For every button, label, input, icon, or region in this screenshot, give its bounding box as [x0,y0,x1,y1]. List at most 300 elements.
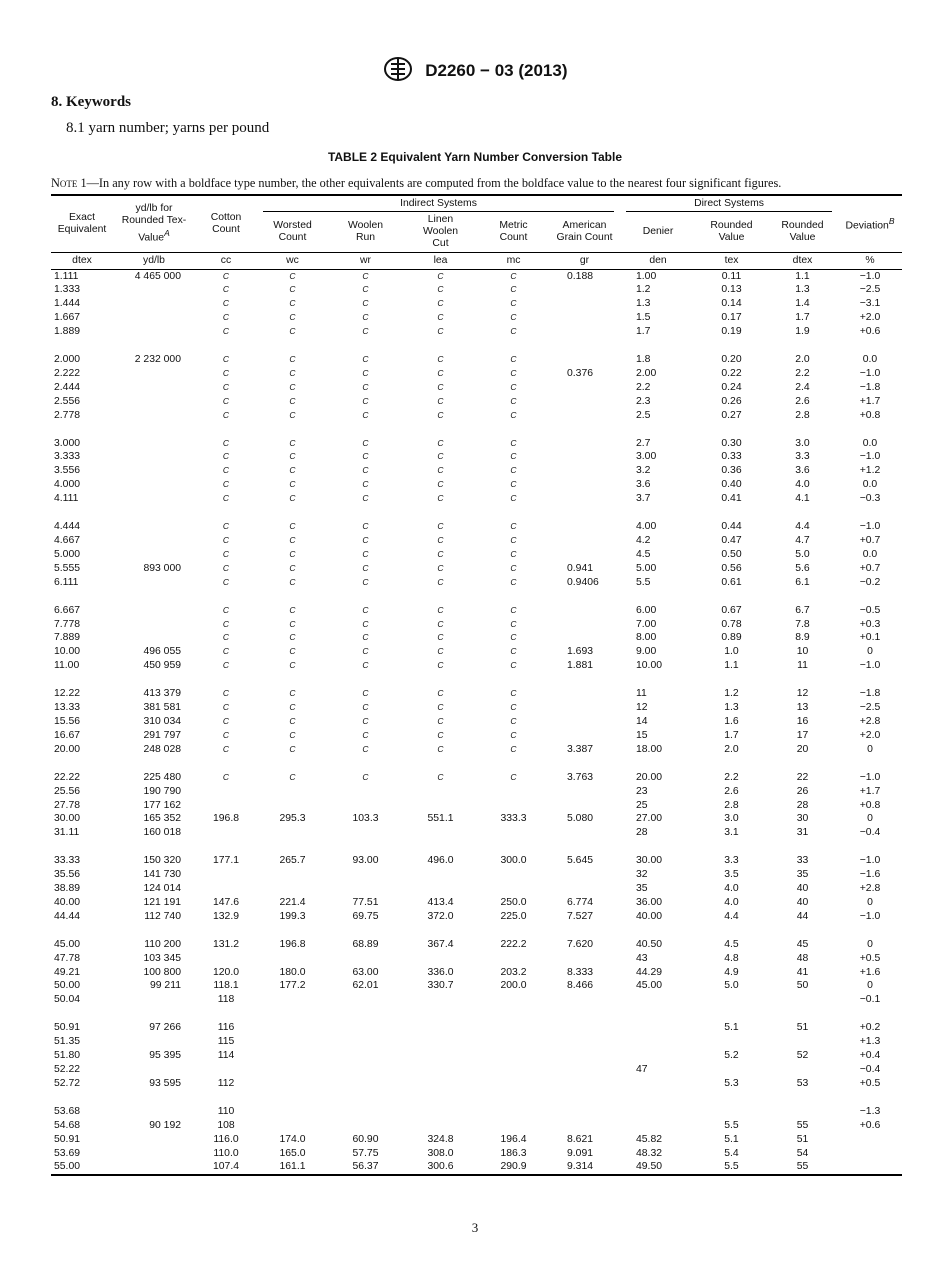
table-cell [113,464,195,478]
table-cell: 108 [217,1119,235,1131]
table-cell: C [437,660,444,671]
table-cell: 44.29 [636,966,663,978]
table-cell: 12 [796,688,809,700]
unit-cell: yd/lb [113,252,195,269]
table-cell: 118 [217,994,235,1006]
table-cell [403,882,478,896]
table-cell: 300.6 [403,1160,478,1175]
table-cell: C [289,729,296,740]
table-cell: C [437,702,444,713]
table-cell: 2.0 [724,743,739,755]
table-cell [257,1119,328,1133]
table-cell: 0.13 [721,284,742,296]
table-cell: C [437,270,444,281]
table-cell [113,283,195,297]
group-spacer [51,339,902,353]
table-cell: 12 [636,702,648,714]
table-cell: C [222,743,230,754]
table-cell: 50.91 [54,1022,81,1034]
table-cell [403,799,478,813]
table-cell: −1.0 [859,270,881,282]
table-cell [549,715,620,729]
header-woolen: Woolen Run [347,219,384,243]
table-cell: 2.8 [795,409,810,421]
table-cell: C [222,326,230,337]
table-cell: C [289,618,296,629]
table-cell: 38.89 [54,883,81,895]
table-cell: 177 162 [143,799,181,811]
table-row [51,1147,902,1161]
table-cell: C [437,409,444,420]
table-cell [478,1063,549,1077]
table-cell: 5.5 [636,576,651,588]
table-cell [403,1063,478,1077]
table-cell: C [437,562,444,573]
table-cell: 7.620 [567,938,594,950]
table-cell: 0.188 [567,270,594,282]
table-cell: 0.27 [721,409,742,421]
table-cell: C [510,493,517,504]
table-cell: 199.3 [279,910,306,922]
table-cell: 265.7 [279,855,306,867]
header-group-direct: Direct Systems [620,195,838,212]
table-cell: 2.3 [636,395,651,407]
table-cell: 2.0 [795,354,810,366]
group-spacer [51,1091,902,1105]
table-cell: C [510,367,517,378]
spacer-cell [51,423,902,437]
table-cell: 1.9 [795,326,810,338]
table-cell [549,868,620,882]
table-cell: 90 192 [149,1119,181,1131]
table-row [51,910,902,924]
table-cell: 3.0 [795,437,810,449]
table-cell: 2.7 [636,437,651,449]
table-cell: C [289,688,296,699]
table-row [51,687,902,701]
table-cell: 23 [636,785,648,797]
table-cell: C [510,618,517,629]
table-cell: 54.68 [54,1119,81,1131]
table-cell: C [362,771,369,782]
table-cell: 115 [217,1036,235,1048]
table-cell: 114 [217,1050,235,1062]
table-cell: 25 [636,799,648,811]
table-cell [113,409,195,423]
table-cell [328,1049,403,1063]
table-cell: C [222,381,230,392]
table-cell [767,1063,838,1077]
table-cell: 3.333 [54,451,81,463]
table-cell: 112 740 [144,910,181,922]
table-cell: C [510,604,517,615]
table-cell: 41 [796,966,809,978]
table-cell [549,729,620,743]
table-cell: C [289,437,296,448]
table-cell: C [289,284,296,295]
table-cell: −1.0 [859,855,881,867]
table-cell: C [362,729,369,740]
spacer-cell [51,673,902,687]
table-cell: 30 [796,813,809,825]
table-cell [328,1035,403,1049]
table-cell: 1.667 [54,312,81,324]
table-cell: 45.00 [636,980,663,992]
table-cell: 4.444 [54,521,81,533]
table-cell: −2.5 [859,702,881,714]
table-cell: +2.0 [859,312,881,324]
table-cell: C [437,284,444,295]
table-cell: C [289,715,296,726]
group-spacer [51,840,902,854]
table-cell [113,437,195,451]
table-cell [113,381,195,395]
table-row [51,1077,902,1091]
table-cell: C [289,367,296,378]
table-cell: C [510,451,517,462]
unit-cell: lea [403,252,478,269]
table-row [51,812,902,826]
table-cell: C [222,284,230,295]
table-cell: C [437,312,444,323]
table-cell: 1.3 [724,702,739,714]
table-cell: C [222,465,230,476]
table-cell: 0.20 [721,354,742,366]
spacer-cell [51,1007,902,1021]
table-cell: C [289,562,296,573]
table-cell: 450 959 [143,660,181,672]
table-cell: 324.8 [427,1133,454,1145]
table-cell [328,952,403,966]
table-cell [403,868,478,882]
table-cell: C [437,743,444,754]
table-cell [195,785,257,799]
table-cell: 2.2 [724,771,739,783]
table-cell: 1.2 [724,688,739,700]
table-row [51,631,902,645]
table-row [51,701,902,715]
table-cell [113,1147,195,1161]
table-cell: 30.00 [54,813,81,825]
table-cell [549,1105,620,1119]
table-cell: 2 232 000 [134,354,181,366]
table-cell [403,1021,478,1035]
table-cell: C [362,451,369,462]
table-title: TABLE 2 Equivalent Yarn Number Conversion Table [327,150,623,164]
table-cell [549,478,620,492]
table-cell: C [362,326,369,337]
table-cell [549,283,620,297]
table-cell [478,785,549,799]
table-cell: 3.1 [724,827,739,839]
table-cell: 52 [796,1050,809,1062]
table-cell: C [362,312,369,323]
spacer-cell [51,757,902,771]
table-cell: 310 034 [143,715,181,727]
table-cell: 5.6 [795,562,810,574]
table-cell [478,868,549,882]
table-cell: 150 320 [143,855,181,867]
spacer-cell [51,590,902,604]
table-cell [549,785,620,799]
table-cell: 49.50 [620,1160,696,1175]
table-cell: −1.0 [859,910,881,922]
table-cell: 1.00 [636,270,657,282]
table-cell: C [289,702,296,713]
table-cell: C [437,729,444,740]
table-cell: 6.667 [54,604,81,616]
table-cell: 200.0 [500,980,527,992]
table-cell: C [362,604,369,615]
table-cell [257,993,328,1007]
table-cell: C [289,771,296,782]
table-row [51,367,902,381]
table-cell: 0.78 [721,618,742,630]
unit-cell: dtex [767,252,838,269]
table-cell: C [510,771,517,782]
table-cell: C [362,395,369,406]
table-cell [328,826,403,840]
table-cell: 0.67 [721,604,742,616]
table-cell: 53.69 [54,1147,81,1159]
table-cell: −0.4 [859,1064,881,1075]
table-cell [113,520,195,534]
table-cell [113,534,195,548]
table-cell [257,1035,328,1049]
table-cell [113,604,195,618]
table-cell: C [289,743,296,754]
table-cell: 33.33 [54,855,81,867]
table-cell [403,1119,478,1133]
table-cell [549,618,620,632]
table-cell [403,1049,478,1063]
table-cell: 4.667 [54,535,81,546]
table-cell: C [437,715,444,726]
table-cell [478,1035,549,1049]
table-cell: 2.4 [795,381,810,393]
table-cell: 118.1 [213,980,239,992]
table-cell: C [289,326,296,337]
table-cell: 15 [636,729,648,741]
table-cell: −0.3 [859,493,881,505]
unit-cell: mc [478,252,549,269]
table-cell [113,1063,195,1077]
table-cell: 5.2 [724,1050,739,1062]
table-cell: 0.30 [721,437,742,449]
table-cell [113,1133,195,1147]
table-row [51,1133,902,1147]
table-row [51,799,902,813]
table-cell [113,1160,195,1175]
table-cell: 1.3 [636,298,651,310]
table-cell: 56.37 [328,1160,403,1175]
table-cell: 5.645 [567,855,594,867]
table-cell: 1.889 [54,326,81,338]
table-cell: 7.00 [636,618,657,630]
table-cell: 110.0 [213,1147,239,1159]
table-row [51,283,902,297]
table-cell [113,548,195,562]
unit-cell: dtex [51,252,113,269]
table-cell [478,1119,549,1133]
table-cell: +1.6 [859,966,881,978]
section-title: 8. Keywords [51,94,131,110]
table-cell: C [222,409,230,420]
table-cell: 0 [867,646,873,658]
table-cell [113,297,195,311]
table-cell: C [289,576,296,587]
table-cell: 4.2 [636,535,651,546]
table-cell [549,450,620,464]
table-row [51,979,902,993]
table-row [51,437,902,451]
table-cell: 10.00 [636,660,663,672]
table-cell: 51 [796,1133,809,1145]
table-cell [478,993,549,1007]
table-cell: C [362,367,369,378]
table-cell: C [289,381,296,392]
table-cell: C [289,354,296,365]
table-cell: C [510,576,517,587]
table-cell: −1.0 [859,451,881,463]
table-cell: C [362,493,369,504]
table-cell: −1.0 [859,367,881,379]
table-cell: 55 [767,1160,838,1175]
group-spacer [51,506,902,520]
table-cell: 4.1 [795,493,810,505]
table-cell: 0.0 [862,354,878,366]
table-cell: 0.26 [721,395,742,407]
header-ydlb: yd/lb for Rounded Tex- Value$^A$ [113,195,195,252]
table-cell: −2.5 [859,284,881,296]
table-cell: 49.21 [54,966,81,978]
document-header [0,56,950,82]
table-body [51,269,902,1175]
table-cell [403,1077,478,1091]
table-cell [549,325,620,339]
table-cell: −0.5 [859,604,881,616]
table-cell [549,1021,620,1035]
table-cell: 54 [796,1147,809,1159]
table-row [51,297,902,311]
table-cell: 103 345 [143,952,181,964]
table-cell: 4 465 000 [134,270,181,282]
table-cell: 496.0 [427,855,454,867]
table-cell: C [222,632,230,643]
table-cell: 53 [796,1077,809,1089]
table-cell: 25.56 [54,785,81,797]
table-row [51,450,902,464]
table-cell: 300.0 [500,855,527,867]
unit-cell: tex [696,252,767,269]
table-cell: C [289,395,296,406]
table-cell: 165 352 [143,813,181,825]
table-cell: C [510,395,517,406]
table-cell: 6.00 [636,604,657,616]
table-cell: 225.0 [500,910,527,922]
table-cell: C [510,743,517,754]
table-cell: 177.1 [212,855,239,867]
table-cell: C [510,284,517,295]
table-cell: C [510,632,517,643]
table-cell: 0.14 [721,298,742,310]
table-cell: 107.4 [195,1160,257,1175]
table-cell [257,1077,328,1091]
table-cell: 4.4 [724,910,739,922]
header-rounded-dtex: Rounded Value [781,219,824,243]
table-cell: 196.8 [279,938,306,950]
table-cell: 33 [796,855,809,867]
table-cell: 7.889 [54,632,81,644]
table-cell: C [289,312,296,323]
section-body: 8.1 yarn number; yarns per pound [66,120,270,136]
table-cell: 8.9 [795,632,810,644]
table-cell: 2.556 [54,395,81,407]
table-cell [767,1035,838,1049]
table-cell: 132.9 [212,910,239,922]
table-cell: 68.89 [352,938,379,950]
table-cell: 8.466 [567,980,594,992]
table-cell [549,1119,620,1133]
table-cell: C [289,646,296,657]
table-cell: C [289,451,296,462]
table-cell [478,882,549,896]
table-cell: C [437,548,444,559]
table-cell: C [222,451,230,462]
table-cell: −1.0 [859,521,881,533]
table-cell: 0.50 [721,548,742,560]
table-cell: 190 790 [143,785,181,797]
table-cell [257,1021,328,1035]
table-cell: C [437,493,444,504]
table-cell: 177.2 [279,980,306,992]
table-cell: 0.44 [721,521,742,533]
table-row [51,1063,902,1077]
table-cell: 103.3 [352,813,379,825]
table-cell [549,534,620,548]
table-cell: 6.111 [54,576,79,588]
unit-cell: den [620,252,696,269]
table-cell: 0.56 [721,562,742,574]
table-cell: C [510,312,517,323]
table-cell: C [362,535,369,545]
table-row [51,576,902,590]
table-cell: 5.00 [636,562,657,574]
table-row [51,993,902,1007]
table-cell: C [510,326,517,337]
table-cell: 8.621 [567,1133,594,1145]
table-cell: −1.8 [859,688,881,700]
table-row [51,492,902,506]
table-cell: 0.40 [721,479,742,491]
table-cell: 180.0 [279,966,306,978]
table-cell [549,395,620,409]
table-row [51,659,902,673]
table-cell: 20.00 [636,771,663,783]
table-cell: 1.7 [636,326,651,338]
group-spacer [51,757,902,771]
table-cell: 2.000 [54,354,81,366]
table-cell [403,785,478,799]
table-cell: 3.763 [567,771,594,783]
table-cell: C [510,381,517,392]
table-cell: 110 [217,1105,235,1117]
table-cell [403,1105,478,1119]
table-cell: 2.6 [795,395,810,407]
table-cell: 124 014 [143,883,181,895]
table-cell: 1.333 [54,284,81,296]
table-cell [549,631,620,645]
